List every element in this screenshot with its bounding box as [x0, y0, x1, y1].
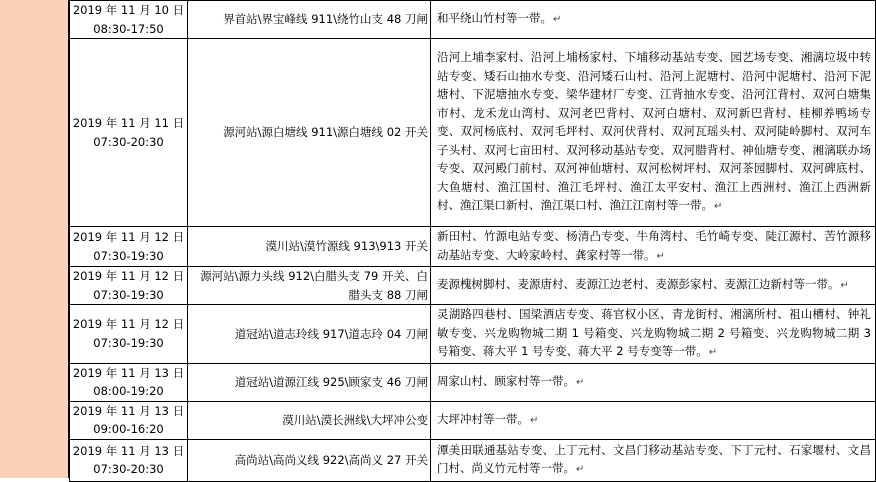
outage-equipment-cell	[188, 227, 431, 267]
table-row	[70, 1, 876, 39]
outage-date: 2019 年 11 月 13 日	[72, 403, 185, 418]
outage-area: 新田村、竹源电站专变、杨清凸专变、牛角湾村、毛竹崎专变、陡江源村、苦竹源移动基站专变、大岭家岭村、龚家村等一带。	[437, 229, 871, 262]
outage-equipment-cell	[188, 1, 431, 39]
outage-area-cell	[431, 401, 876, 439]
outage-area-cell	[431, 1, 876, 39]
outage-date: 2019 年 11 月 13 日	[72, 365, 185, 380]
paragraph-mark: ↵	[708, 347, 718, 358]
outage-date: 2019 年 11 月 11 日	[72, 116, 185, 130]
outage-time-range: 08:00-19:20	[93, 384, 164, 398]
outage-time-range: 07:30-19:30	[93, 287, 164, 302]
outage-area-cell	[431, 363, 876, 401]
table-row	[70, 363, 876, 401]
table-row	[70, 305, 876, 364]
outage-time-range: 07:30-19:30	[93, 248, 164, 263]
outage-area: 麦源槐树脚村、麦源唐村、麦源江边老村、麦源彭家村、麦源江边新村等一带。	[437, 277, 840, 292]
outage-area: 潭美田联通基站专变、上丁元村、文昌门移动基站专变、下丁元村、石家堰村、文昌门村、尚义竹元村等一带。	[437, 442, 871, 475]
outage-area-cell	[431, 227, 876, 267]
outage-table	[69, 0, 876, 482]
outage-area-cell	[431, 305, 876, 364]
outage-date: 2019 年 11 月 12 日	[72, 269, 185, 283]
outage-time-range: 09:00-16:20	[93, 422, 164, 436]
outage-equipment-cell	[188, 267, 431, 305]
outage-date: 2019 年 11 月 10 日	[72, 3, 185, 17]
paragraph-mark: ↵	[840, 280, 849, 292]
paragraph-mark: ↵	[530, 414, 539, 426]
outage-date: 2019 年 11 月 12 日	[72, 230, 185, 244]
table-row	[70, 267, 876, 305]
outage-equipment: 源河站\源力头线 912\白腊头支 79 开关、白腊头支 88 刀闸	[200, 269, 428, 302]
paragraph-mark: ↵	[576, 464, 585, 475]
outage-equipment: 高尚站\高尚义线 922\高尚义 27 开关	[234, 452, 428, 467]
table-row	[70, 401, 876, 439]
table-row	[70, 227, 876, 267]
outage-equipment: 道冠站\道志玲线 917\道志玲 04 刀闸	[234, 326, 428, 341]
outage-equipment-cell	[188, 305, 431, 364]
outage-area-cell	[431, 39, 876, 227]
outage-date: 2019 年 11 月 13 日	[72, 443, 185, 458]
outage-area: 周家山村、顾家村等一带。	[437, 373, 575, 388]
outage-time-range: 07:30-20:30	[93, 134, 164, 149]
paragraph-mark: ↵	[656, 250, 665, 262]
outage-time-range: 07:30-20:30	[93, 462, 164, 476]
outage-time-cell	[70, 227, 188, 267]
paragraph-mark: ↵	[714, 201, 723, 213]
outage-area: 和平绕山竹村等一带。	[437, 11, 552, 26]
outage-equipment-cell	[188, 439, 431, 481]
outage-equipment: 漠川站\漠竹源线 913\913 开关	[265, 239, 428, 254]
outage-equipment: 漠川站\漠长洲线\大坪冲公变	[282, 412, 428, 427]
outage-time-cell	[70, 267, 188, 305]
outage-date: 2019 年 11 月 12 日	[72, 317, 185, 332]
table-left-shaded-column	[0, 0, 69, 478]
table-row	[70, 439, 876, 481]
outage-equipment: 界首站\界宝峰线 911\绕竹山支 48 刀闸	[223, 12, 428, 27]
outage-equipment-cell	[188, 39, 431, 227]
outage-equipment-cell	[188, 401, 431, 439]
outage-time-cell	[70, 1, 188, 39]
outage-time-range: 08:30-17:50	[93, 21, 164, 36]
outage-area: 沿河上埔李家村、沿河上埔杨家村、下埔移动基站专变、园艺场专变、湘漓垃圾中转站专变、矮石山抽水专变、沿河矮石山村、沿河上泥塘村、沿河中泥塘村、沿河下泥塘村、下泥塘抽水专变、梁华建材厂专变、江背抽水专变、沿河江背村、双河白塘集市村、龙禾龙山湾村、双河老巴背村、双河白塘村、双河新巴背村、桂柳养鸭场专变、双河杨底村、双河毛坪村、双河伏背村、双河瓦瑶头村、双河陡岭脚村、双河车子头村、双河七亩田村、双河移动基站专变、双河腊背村、神仙塘专变、湘漓联办场专变、双河殿门前村、双河神仙塘村、双河松树坪村、双河茶园脚村、双河碑底村、大鱼塘村、渔江国村、渔江毛坪村、渔江太平安村、渔江上西洲村、渔江上西洲新村、渔江渠口新村、渔江渠口村、渔江江南村等一带。	[437, 50, 871, 213]
paragraph-mark: ↵	[553, 14, 562, 26]
outage-time-cell	[70, 401, 188, 439]
outage-equipment-cell	[188, 363, 431, 401]
outage-time-cell	[70, 363, 188, 401]
outage-equipment: 源河站\源白塘线 911\源白塘线 02 开关	[223, 125, 428, 140]
outage-time-range: 07:30-19:30	[93, 335, 164, 350]
outage-time-cell	[70, 305, 188, 364]
outage-area: 大坪冲村等一带。	[437, 411, 529, 426]
outage-time-cell	[70, 439, 188, 481]
outage-area: 灵湖路四巷村、国梁酒店专变、蒋官权小区、青龙街村、湘漓所村、祖山槽村、钟礼敏专变、兴龙购物城二期 1 号箱变、兴龙购物城二期 2 号箱变、兴龙购物城二期 3 号箱变、蒋大平 1 号专变、蒋大平 2 号专变等一带。	[437, 307, 871, 358]
outage-time-cell	[70, 39, 188, 227]
table-row	[70, 39, 876, 227]
paragraph-mark: ↵	[576, 376, 585, 388]
outage-equipment: 道冠站\道源江线 925\顾家支 46 刀闸	[234, 374, 428, 389]
outage-area-cell	[431, 267, 876, 305]
outage-area-cell	[431, 439, 876, 481]
